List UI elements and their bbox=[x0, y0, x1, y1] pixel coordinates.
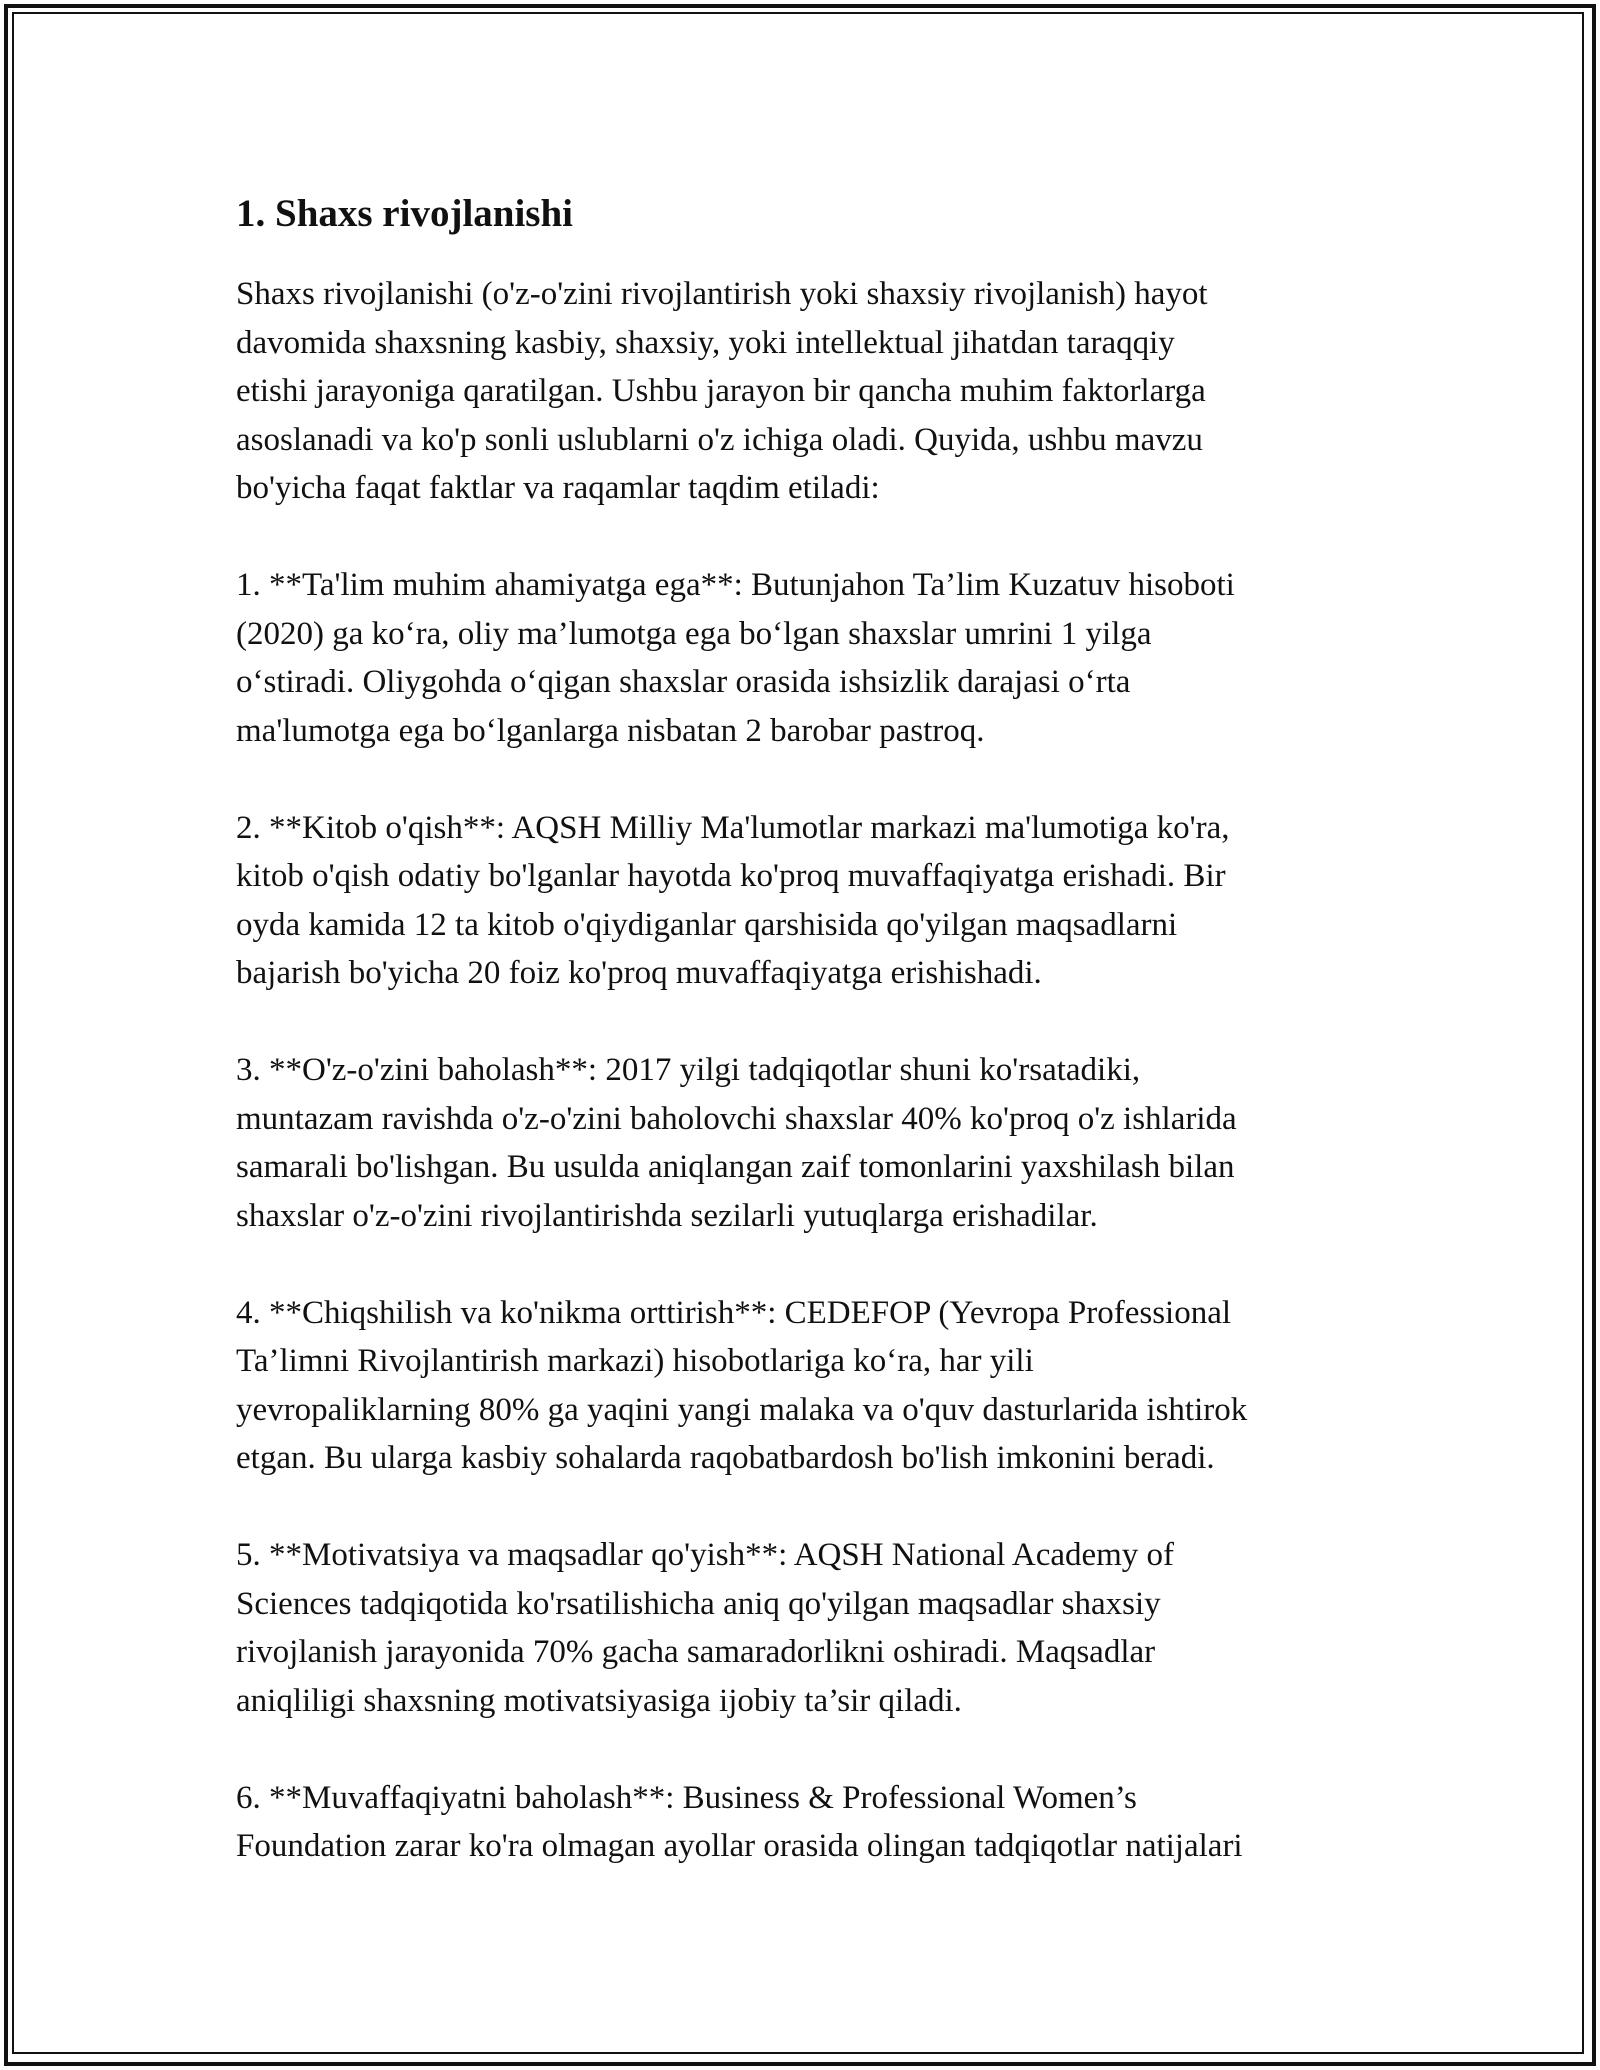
text-line: 6. **Muvaffaqiyatni baholash**: Business & Professional Women’s bbox=[236, 1779, 1137, 1816]
text-line: ma'lumotga ega bo‘lganlarga nisbatan 2 barobar pastroq. bbox=[236, 712, 985, 749]
text-line: (2020) ga ko‘ra, oliy ma’lumotga ega bo‘lgan shaxslar umrini 1 yilga bbox=[236, 615, 1152, 652]
text-line: yevropaliklarning 80% ga yaqini yangi malaka va o'quv dasturlarida ishtirok bbox=[236, 1391, 1248, 1428]
document-body bbox=[236, 186, 1376, 1919]
list-item-paragraph bbox=[236, 1289, 1376, 1483]
text-line: kitob o'qish odatiy bo'lganlar hayotda ko'proq muvaffaqiyatga erishadi. Bir bbox=[236, 858, 1226, 894]
text-line: Sciences tadqiqotida ko'rsatilishicha aniq qo'yilgan maqsadlar shaxsiy bbox=[236, 1585, 1161, 1622]
intro-paragraph bbox=[236, 270, 1376, 513]
text-line: aniqliligi shaxsning motivatsiyasiga ijobiy ta’sir qiladi. bbox=[236, 1682, 962, 1719]
text-line: bajarish bo'yicha 20 foiz ko'proq muvaffaqiyatga erishishadi. bbox=[236, 955, 1042, 991]
text-line: davomida shaxsning kasbiy, shaxsiy, yoki intellektual jihatdan taraqqiy bbox=[236, 324, 1175, 361]
list-item-paragraph bbox=[236, 1046, 1376, 1240]
text-line: samarali bo'lishgan. Bu usulda aniqlangan zaif tomonlarini yaxshilash bilan bbox=[236, 1149, 1235, 1185]
text-line: 1. **Ta'lim muhim ahamiyatga ega**: Butunjahon Ta’lim Kuzatuv hisoboti bbox=[236, 567, 1235, 603]
list-item-paragraph bbox=[236, 1531, 1376, 1725]
text-line: bo'yicha faqat faktlar va raqamlar taqdim etiladi: bbox=[236, 470, 880, 506]
text-line: Shaxs rivojlanishi (o'z-o'zini rivojlantirish yoki shaxsiy rivojlanish) hayot bbox=[236, 276, 1208, 312]
list-item-paragraph bbox=[236, 804, 1376, 998]
list-item-paragraph bbox=[236, 561, 1376, 755]
text-line: shaxslar o'z-o'zini rivojlantirishda sezilarli yutuqlarga erishadilar. bbox=[236, 1197, 1098, 1234]
text-line: 2. **Kitob o'qish**: AQSH Milliy Ma'lumotlar markazi ma'lumotiga ko'ra, bbox=[236, 809, 1230, 846]
text-line: Ta’limni Rivojlantirish markazi) hisobotlariga ko‘ra, har yili bbox=[236, 1343, 1034, 1379]
text-line: oyda kamida 12 ta kitob o'qiydiganlar qarshisida qo'yilgan maqsadlarni bbox=[236, 906, 1178, 943]
text-line: 5. **Motivatsiya va maqsadlar qo'yish**: AQSH National Academy of bbox=[236, 1537, 1175, 1573]
text-line: muntazam ravishda o'z-o'zini baholovchi shaxslar 40% ko'proq o'z ishlarida bbox=[236, 1100, 1237, 1137]
text-line: o‘stiradi. Oliygohda o‘qigan shaxslar orasida ishsizlik darajasi o‘rta bbox=[236, 664, 1131, 700]
text-line: etgan. Bu ularga kasbiy sohalarda raqobatbardosh bo'lish imkonini beradi. bbox=[236, 1440, 1215, 1476]
text-line: rivojlanish jarayonida 70% gacha samaradorlikni oshiradi. Maqsadlar bbox=[236, 1634, 1156, 1670]
text-line: asoslanadi va ko'p sonli uslublarni o'z ichiga oladi. Quyida, ushbu mavzu bbox=[236, 421, 1203, 458]
text-line: 4. **Chiqshilish va ko'nikma orttirish**: CEDEFOP (Yevropa Professional bbox=[236, 1294, 1232, 1331]
text-line: 3. **O'z-o'zini baholash**: 2017 yilgi tadqiqotlar shuni ko'rsatadiki, bbox=[236, 1052, 1141, 1088]
document-title: 1. Shaxs rivojlanishi bbox=[236, 192, 574, 235]
text-line: Foundation zarar ko'ra olmagan ayollar orasida olingan tadqiqotlar natijalari bbox=[236, 1828, 1243, 1864]
list-item-paragraph bbox=[236, 1774, 1376, 1871]
text-line: etishi jarayoniga qaratilgan. Ushbu jarayon bir qancha muhim faktorlarga bbox=[236, 373, 1206, 409]
